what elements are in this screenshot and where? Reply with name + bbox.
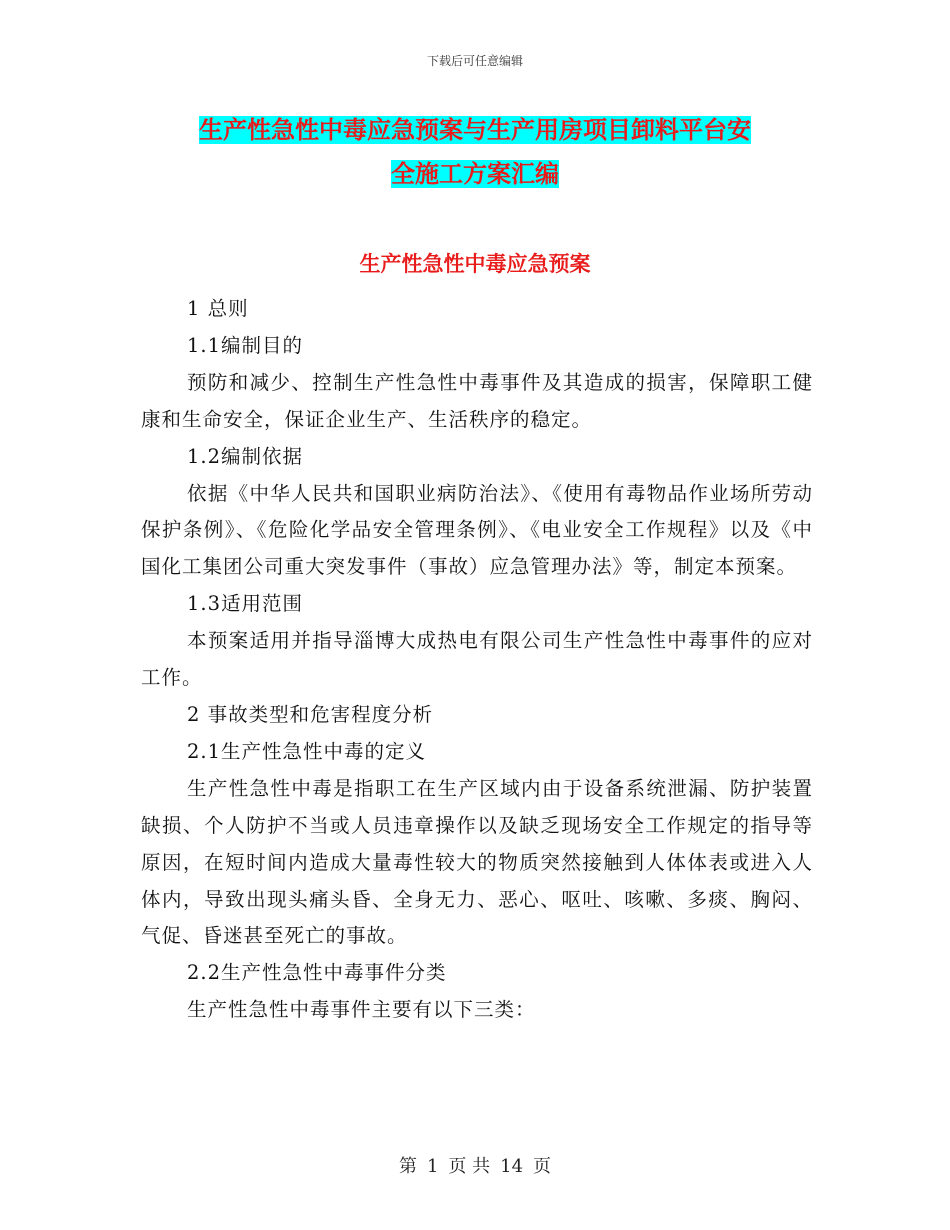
page-number-total: 14 [500, 1156, 524, 1177]
document-title-line-1: 生产性急性中毒应急预案与生产用房项目卸料平台安 [199, 116, 751, 144]
paragraph-scope-text: 本预案适用并指导淄博大成热电有限公司生产性急性中毒事件的应对工作。 [141, 629, 813, 690]
section-title: 生产性急性中毒应急预案 [359, 252, 591, 276]
page-number [0, 1152, 950, 1178]
document-title-line-2: 全施工方案汇编 [391, 160, 559, 188]
paragraph-classification-heading: 2.2生产性急性中毒事件分类 [187, 961, 447, 985]
paragraph-scope-heading: 1.3适用范围 [187, 592, 304, 616]
page-number-prefix: 第 [398, 1156, 417, 1177]
document-body [141, 291, 813, 1029]
page-header-note: 下载后可任意编辑 [426, 54, 523, 68]
document-title [140, 108, 810, 196]
paragraph-general-heading: 1 总则 [187, 297, 249, 320]
paragraph-basis-text: 依据《中华人民共和国职业病防治法》、《使用有毒物品作业场所劳动保护条例》、《危险化学品安全管理条例》、《电业安全工作规程》以及《中国化工集团公司重大突发事件（事故）应急管理办法》等，制定本预案。 [141, 481, 813, 579]
paragraph-basis-heading: 1.2编制依据 [187, 444, 304, 468]
page-number-middle: 页 共 [448, 1156, 491, 1177]
paragraph-definition-heading: 2.1生产性急性中毒的定义 [187, 739, 427, 763]
paragraph-analysis-heading: 2 事故类型和危害程度分析 [187, 702, 434, 726]
paragraph-purpose-text: 预防和减少、控制生产性急性中毒事件及其造成的损害，保障职工健康和生命安全，保证企业生产、生活秩序的稳定。 [141, 370, 813, 431]
paragraph-definition-text: 生产性急性中毒是指职工在生产区域内由于设备系统泄漏、防护装置缺损、个人防护不当或人员违章操作以及缺乏现场安全工作规定的指导等原因，在短时间内造成大量毒性较大的物质突然接触到人体体表或进入人体内，导致出现头痛头昏、全身无力、恶心、呕吐、咳嗽、多痰、胸闷、气促、昏迷甚至死亡的事故。 [141, 776, 813, 948]
paragraph-purpose-heading: 1.1编制目的 [187, 333, 304, 357]
page-number-suffix: 页 [533, 1156, 552, 1177]
page-number-current: 1 [426, 1156, 439, 1177]
paragraph-classification-text: 生产性急性中毒事件主要有以下三类： [187, 998, 536, 1022]
